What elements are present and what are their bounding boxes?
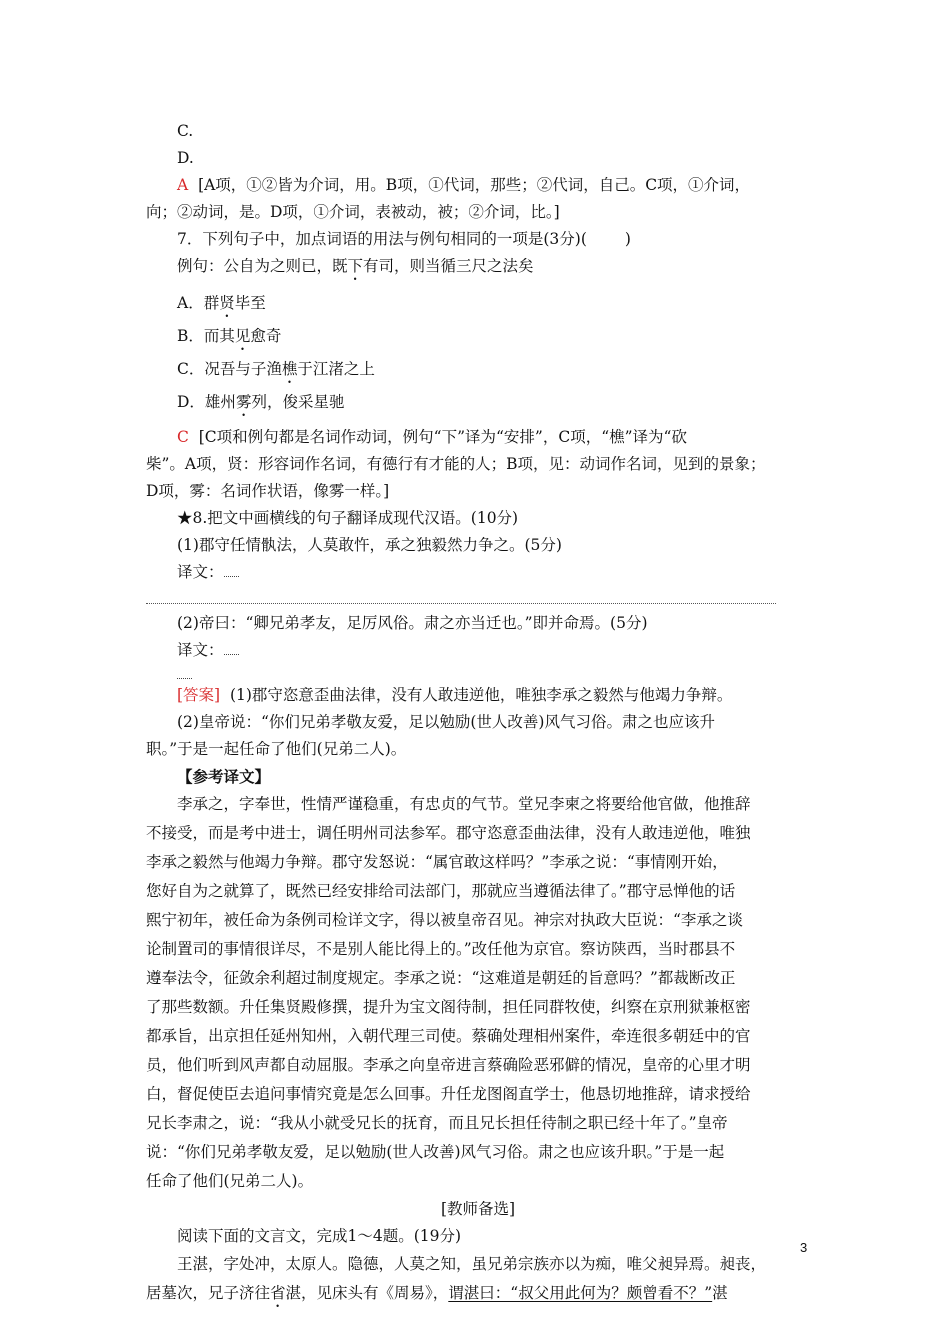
page-number: 3 [800,1240,808,1255]
q7-c-post: 于江渚之上 [297,360,375,378]
document-page [146,118,810,1311]
q8-sentence-2: (2)帝曰：“卿兄弟孝友，足厉风俗。肃之亦当迁也。”即并命焉。(5分) [177,614,648,632]
translation-blank [224,562,239,577]
q7-answer-letter: C [177,428,189,446]
q8-answer-1-text: (1)郡守恣意歪曲法律，没有人敢违逆他，唯独李承之毅然与他竭力争辩。 [229,686,733,704]
reference-line: 李承之毅然与他竭力争辩。郡守发怒说：“属官敢这样吗？”李承之说：“事情刚开始， [146,853,728,871]
q7-answer-line-2: 柴”。A项，贤：形容词作名词，有德行有才能的人；B项，见：动词作名词，见到的景象； [146,455,766,473]
reference-line: 您好自为之就算了，既然已经安排给司法部门，那就应当遵循法律了。”郡守忌惮他的话 [146,882,736,900]
answer-rule-short [146,664,810,682]
reference-line: 说：“你们兄弟孝敬友爱，足以勉励(世人改善)风气习俗。肃之也应该升职。”于是一起 [146,1143,725,1161]
answer-tag: [答案] [177,686,221,704]
q7-b-dotted: 见 [234,327,251,345]
q7-example-dotted: 下 [347,257,364,275]
q6-option-c: C. [177,122,194,140]
reference-line: 熙宁初年，被任命为条例司检详文字，得以被皇帝召见。神宗对执政大臣说：“李承之谈 [146,911,743,929]
translation-label: 译文： [177,563,224,581]
reference-line: 遵奉法令，征敛余利超过制度规定。李承之说：“这难道是朝廷的旨意吗？”都裁断改正 [146,969,736,987]
translation-blank [224,640,239,655]
q7-answer-line-3: D项，雾：名词作状语，像雾一样。] [146,482,390,500]
reference-title: 【参考译文】 [177,767,271,786]
q8-answer-2b: 职。”于是一起任命了他们(兄弟二人)。 [146,740,407,758]
q7-example [146,253,810,284]
reference-line: 任命了他们(兄弟二人)。 [146,1172,314,1190]
q6-option-d: D. [177,149,194,167]
passage-dotted: 省 [270,1284,286,1302]
q7-b-pre: B．而其 [177,327,235,345]
passage-post: 湛 [712,1284,728,1302]
q8-translation-1 [146,559,810,586]
q8-translation-2 [146,637,810,664]
q8-answer-1 [146,682,810,709]
reference-line: 李承之，字奉世，性情严谨稳重，有忠贞的气节。堂兄李柬之将要给他官做，他推辞 [177,795,751,813]
q7-a-pre: A．群 [177,294,220,312]
passage-mid: 湛，见床头有《周易》， [285,1284,449,1302]
q7-stem-text: 7．下列句子中，加点词语的用法与例句相同的一项是(3分)( [177,230,587,248]
q8-answer-2a: (2)皇帝说：“你们兄弟孝敬友爱，足以勉励(世人改善)风气习俗。肃之也应该升 [177,713,715,731]
q7-stem-end: ) [624,230,631,248]
q8-sentence-1: (1)郡守任情骫法，人莫敢忤，承之独毅然力争之。(5分) [177,536,562,554]
q7-d-dotted: 雾 [235,393,252,411]
reference-line: 白，督促使臣去追问事情究竟是怎么回事。升任龙图阁直学士，他恳切地推辞，请求授给 [146,1085,751,1103]
teacher-section-title: [教师备选] [440,1200,516,1218]
teacher-passage-line-2 [146,1279,810,1311]
q7-example-pre: 例句：公自为之则已，既 [177,257,348,275]
q7-option-c [146,354,810,387]
reference-translation [146,790,810,1196]
q6-answer-line-1 [146,172,810,199]
q6-answer-line-2: 向；②动词，是。D项，①介词，表被动，被；②介词，比。] [146,203,560,221]
q7-d-post: 列，俊采星驰 [251,393,345,411]
q7-b-post: 愈奇 [250,327,282,345]
q7-a-post: 毕至 [234,294,266,312]
reference-line: 都承旨，出京担任延州知州，入朝代理三司使。蔡确处理相州案件，牵连很多朝廷中的官 [146,1027,751,1045]
q7-option-b [146,321,810,354]
q7-c-dotted: 樵 [281,360,298,378]
teacher-intro: 阅读下面的文言文，完成1～4题。(19分) [177,1227,462,1245]
q7-d-pre: D．雄州 [177,393,236,411]
passage-pre: 居墓次，兄子济往 [146,1284,271,1302]
q8-title: ★8.把文中画横线的句子翻译成现代汉语。(10分) [177,509,519,527]
q7-a-dotted: 贤 [219,294,235,312]
q7-example-post: 有司，则当循三尺之法矣 [363,257,534,275]
reference-line: 了那些数额。升任集贤殿修撰，提升为宝文阁待制，担任同群牧使，纠察在京刑狱兼枢密 [146,998,751,1016]
translation-label: 译文： [177,641,224,659]
q7-stem [146,226,810,253]
q6-answer-text: [A项，①②皆为介词，用。B项，①代词，那些；②代词，自己。C项，①介词， [198,176,751,194]
q6-answer-letter: A [177,176,189,194]
q7-option-a [146,288,810,321]
reference-line: 不接受，而是考中进士，调任明州司法参军。郡守恣意歪曲法律，没有人敢违逆他，唯独 [146,824,751,842]
q7-option-d [146,387,810,420]
answer-rule [146,602,776,604]
reference-line: 论制置司的事情很详尽，不是别人能比得上的。”改任他为京官。察访陕西，当时郡县不 [146,940,736,958]
q7-answer-text: [C项和例句都是名词作动词，例句“下”译为“安排”，C项，“樵”译为“砍 [198,428,687,446]
reference-line: 员，他们听到风声都自动屈服。李承之向皇帝进言蔡确险恶邪僻的情况，皇帝的心里才明 [146,1056,751,1074]
q7-c-pre: C．况吾与子渔 [177,360,282,378]
reference-line: 兄长李肃之，说：“我从小就受兄长的抚育，而且兄长担任待制之职已经十年了。”皇帝 [146,1114,728,1132]
teacher-passage-line-1: 王湛，字处冲，太原人。隐德，人莫之知，虽兄弟宗族亦以为痴，唯父昶异焉。昶丧， [177,1255,767,1273]
q7-answer-line-1 [146,424,810,451]
passage-underlined: 谓湛曰：“叔父用此何为？颇曾看不？” [448,1284,713,1302]
